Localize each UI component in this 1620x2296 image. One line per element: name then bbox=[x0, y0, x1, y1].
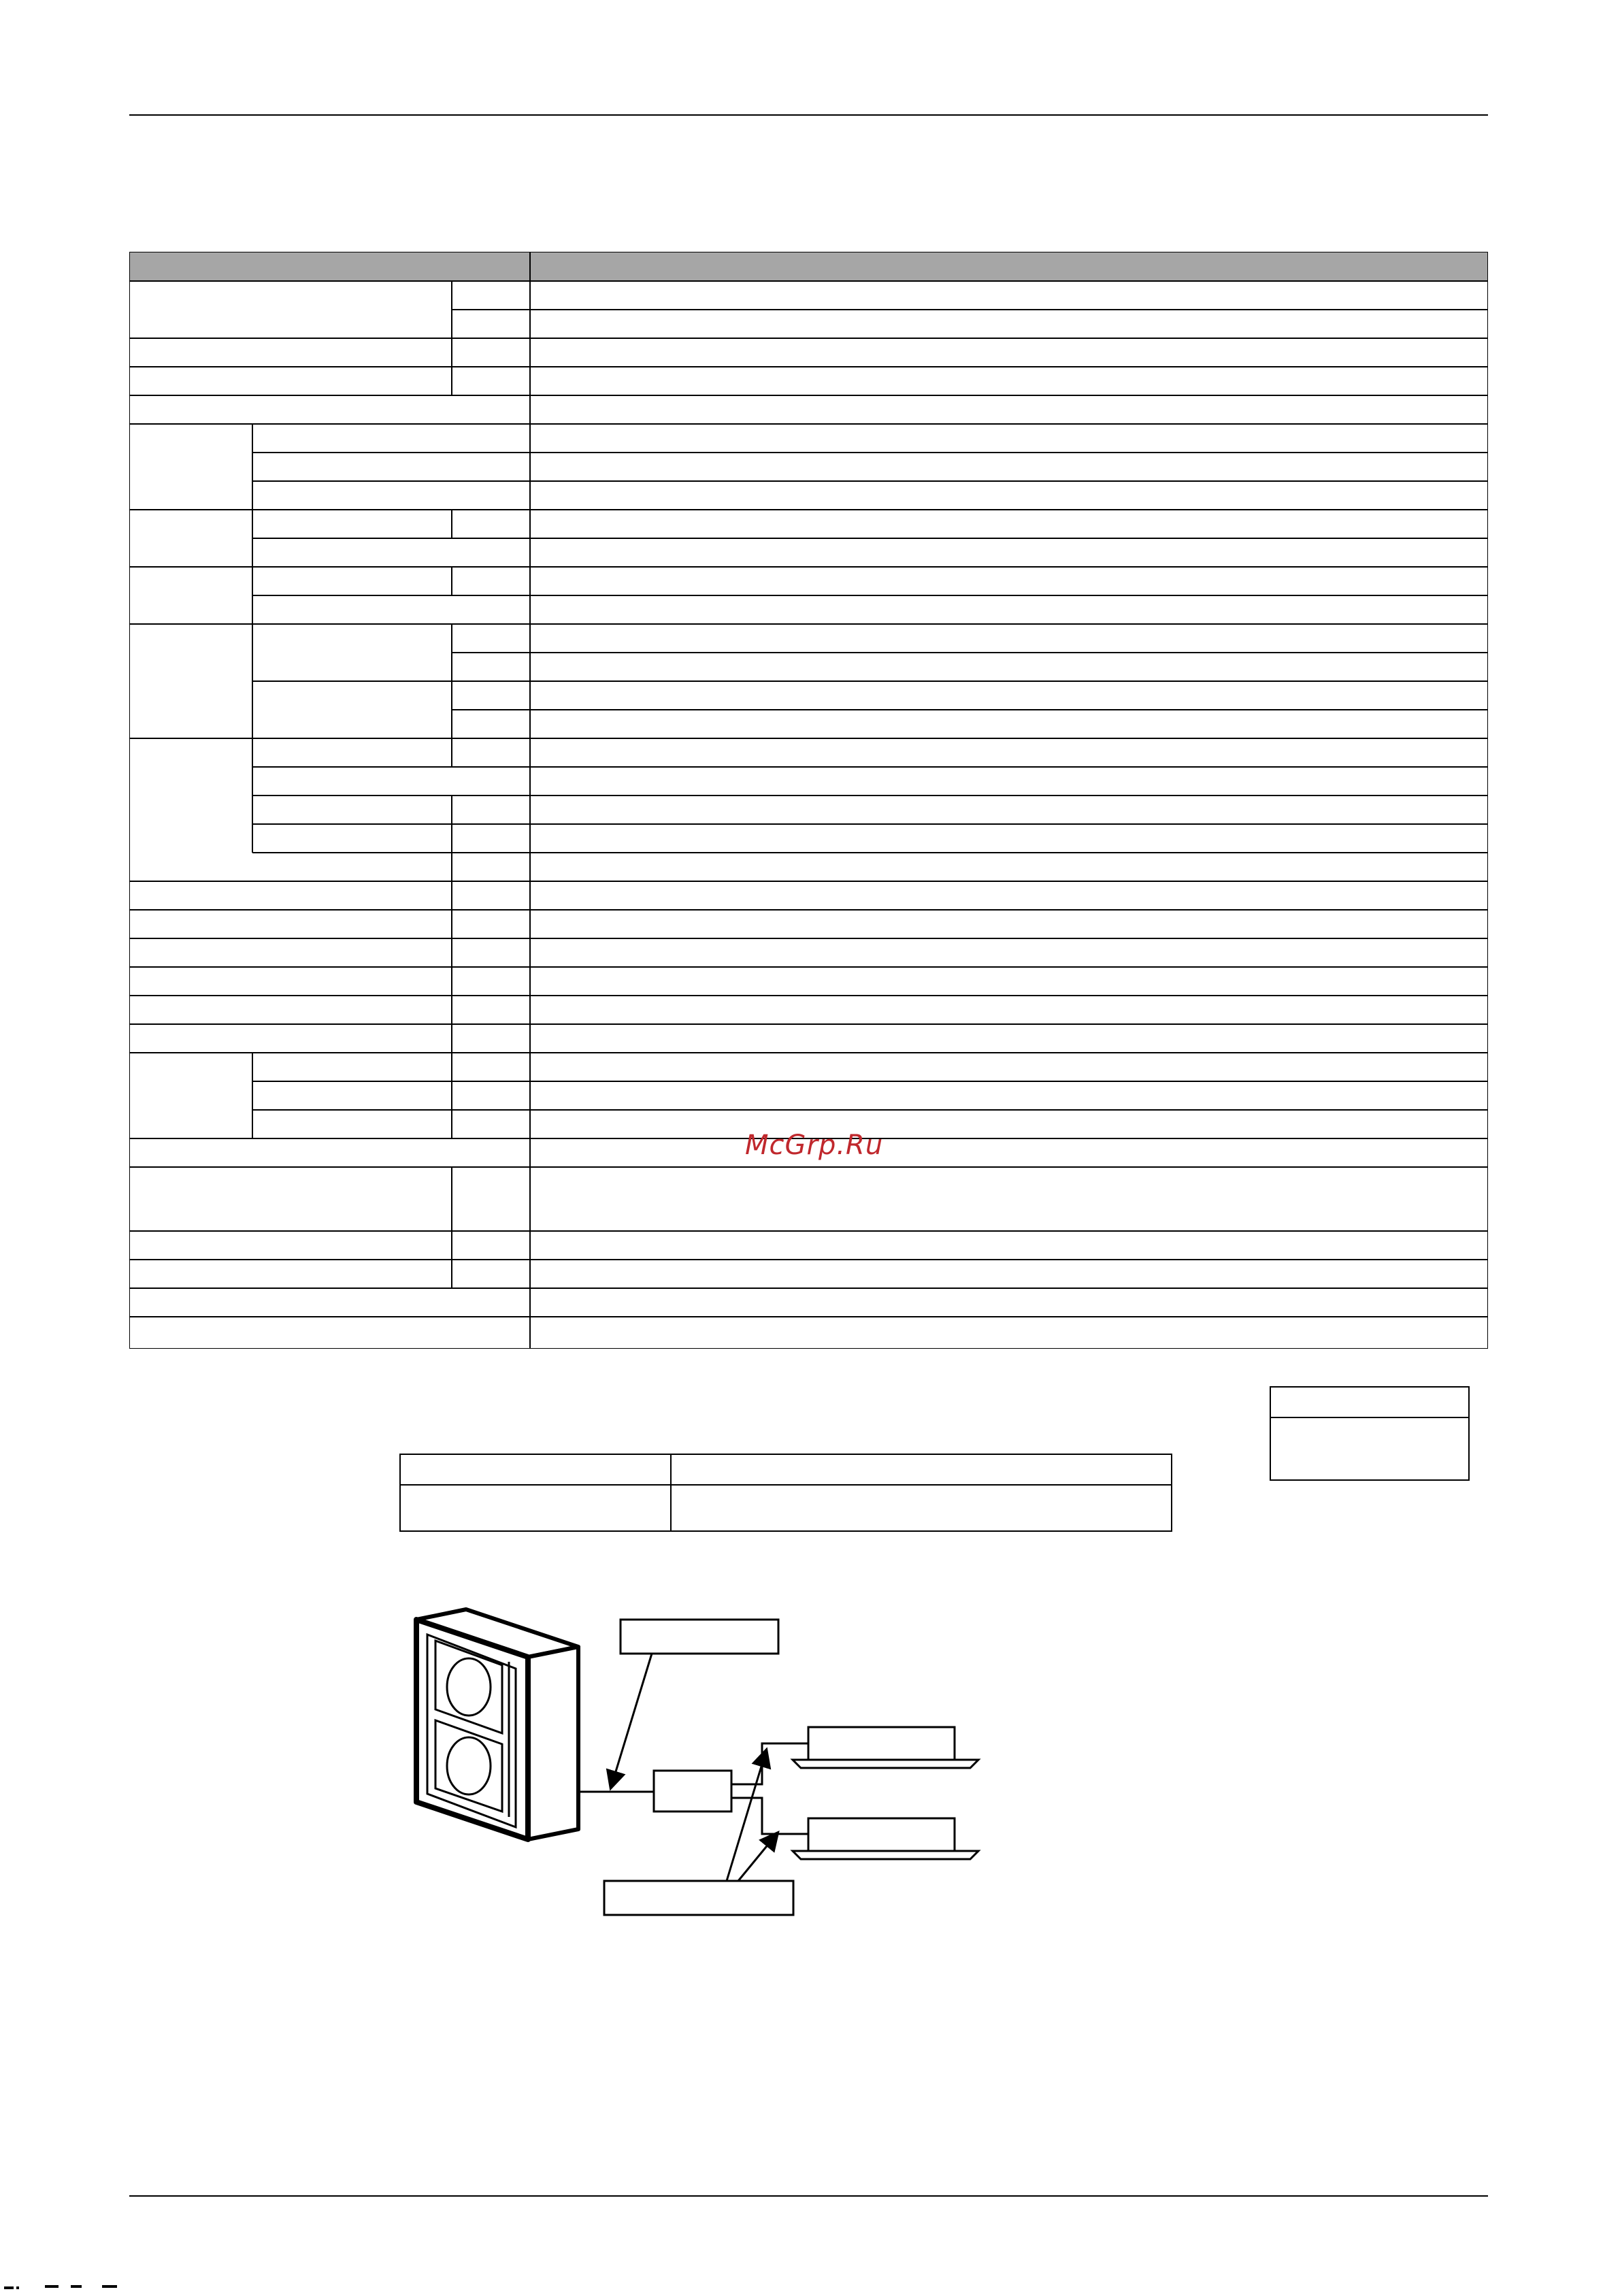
header-rule bbox=[129, 114, 1488, 116]
footer-mark bbox=[0, 2283, 136, 2293]
table-header-row bbox=[129, 252, 1488, 281]
table-grid bbox=[129, 252, 1488, 1349]
note-box bbox=[1270, 1386, 1470, 1481]
indoor-unit-2 bbox=[793, 1818, 978, 1859]
model-table-column-divider bbox=[670, 1455, 672, 1530]
outdoor-unit-icon bbox=[416, 1609, 578, 1839]
watermark-text: McGrp.Ru bbox=[745, 1130, 884, 1161]
callout-box-bottom bbox=[604, 1881, 793, 1915]
table-border bbox=[129, 252, 1488, 1349]
branch-box bbox=[654, 1771, 731, 1811]
model-table-row-divider bbox=[401, 1484, 1171, 1486]
specification-table bbox=[129, 252, 1488, 1349]
branch-pipes bbox=[731, 1743, 808, 1834]
callout-box-top bbox=[621, 1620, 778, 1654]
indoor-unit-1 bbox=[793, 1727, 978, 1768]
model-table bbox=[399, 1454, 1172, 1532]
system-diagram bbox=[408, 1606, 993, 1933]
note-box-divider bbox=[1271, 1417, 1468, 1418]
callout-arrows bbox=[612, 1654, 776, 1881]
footer-rule bbox=[129, 2195, 1488, 2197]
